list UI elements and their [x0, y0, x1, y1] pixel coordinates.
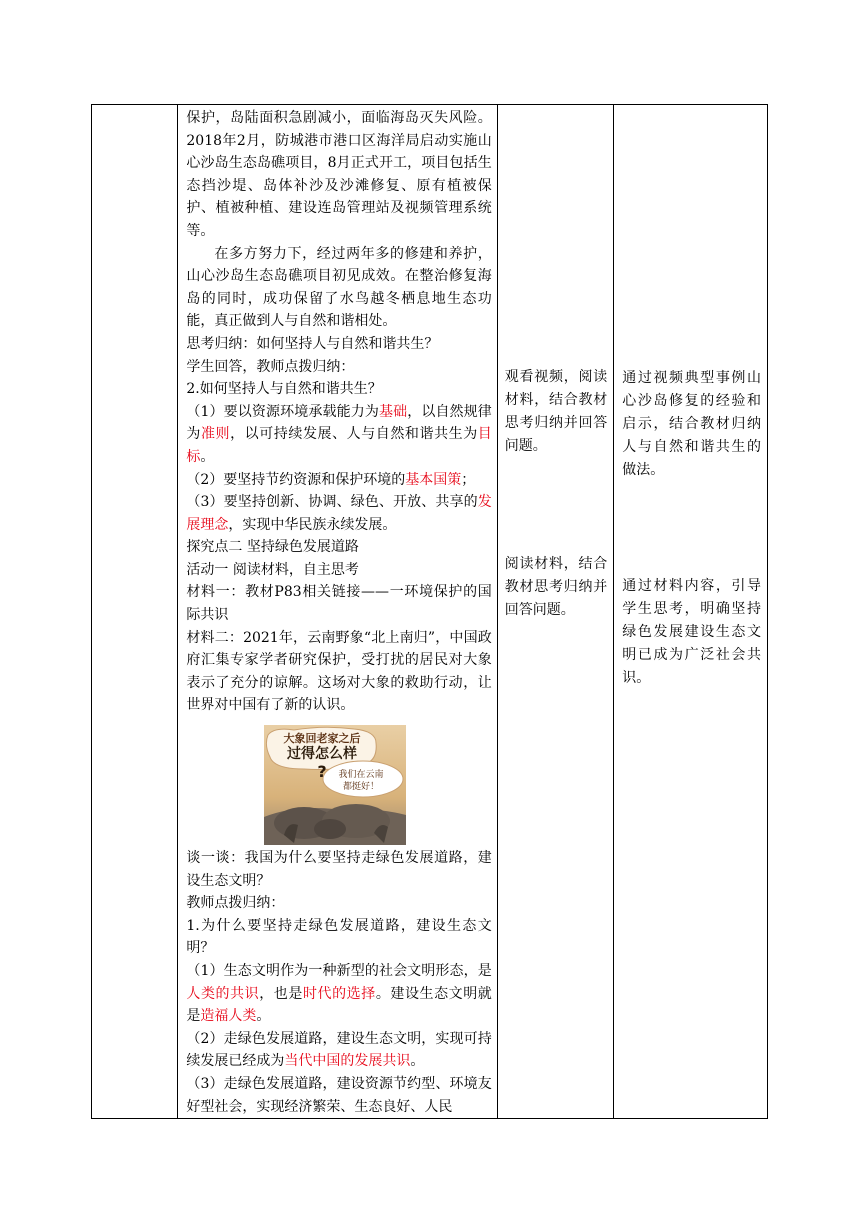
reason-1: （1）生态文明作为一种新型的社会文明形态，是人类的共识，也是时代的选择。建设生态文明就是造福人类。: [186, 963, 492, 1025]
activity-heading: 活动一 阅读材料，自主思考: [186, 561, 359, 578]
key-term: 发展理念: [186, 494, 492, 533]
key-term: 目标: [186, 426, 492, 465]
student-activity-2: 阅读材料，结合教材思考归纳并回答问题。: [504, 556, 608, 618]
reason-3: （3）走绿色发展道路，建设资源节约型、环境友好型社会，实现经济繁荣、生态良好、人民: [186, 1075, 492, 1115]
student-answer-line: 学生回答，教师点拨归纳：: [186, 358, 355, 375]
stage-cell: [92, 105, 178, 1119]
point-3: （3）要坚持创新、协调、绿色、开放、共享的发展理念，实现中华民族永续发展。: [186, 494, 492, 533]
image-caption-top: 大象回老家之后: [283, 732, 361, 746]
design-intent-2: 通过材料内容，引导学生思考，明确坚持绿色发展建设生态文明已成为广泛社会共识。: [622, 578, 761, 686]
think-summary: 思考归纳：如何坚持人与自然和谐共生？: [186, 335, 439, 352]
material-two: 材料二：2021年，云南野象“北上南归”，中国政府汇集专家学者研究保护，受打扰的居民对大象表示了充分的谅解。这场对大象的救助行动，让世界对中国有了新的认识。: [186, 629, 492, 714]
key-term: 基础: [378, 403, 408, 420]
student-activity-1: 观看视频，阅读材料，结合教材思考归纳并回答问题。: [504, 369, 608, 454]
question-green-development: 1.为什么要坚持走绿色发展道路，建设生态文明？: [186, 917, 492, 957]
key-term: 人类的共识: [186, 985, 260, 1002]
elephant-photo: [264, 725, 406, 845]
point-2: （2）要坚持节约资源和保护环境的基本国策；: [186, 471, 476, 488]
key-term: 基本国策: [405, 471, 462, 488]
key-term: 时代的选择: [302, 985, 376, 1002]
key-term: 准则: [200, 426, 231, 443]
design-intent-cell: [614, 105, 768, 1119]
design-intent-1: 通过视频典型事例山心沙岛修复的经验和启示，结合教材归纳人与自然和谐共生的做法。: [622, 370, 761, 478]
image-bubble-line1: 我们在云南: [338, 770, 384, 781]
discussion-question: 谈一谈：我国为什么要坚持走绿色发展道路，建设生态文明？: [186, 850, 492, 889]
image-caption-main: 过得怎么样: [287, 746, 358, 763]
teacher-summary-line: 教师点拨归纳：: [186, 895, 285, 912]
question-harmony: 2.如何坚持人与自然和谐共生？: [186, 381, 382, 398]
material-one: 材料一：教材P83相关链接——一环境保护的国际共识: [186, 584, 492, 624]
paragraph-island-project: 保护，岛陆面积急剧减小，面临海岛灭失风险。2018年2月，防城港市港口区海洋局启动实施山心沙岛生态岛礁项目，8月正式开工，项目包括生态挡沙堤、岛体补沙及沙滩修复、原有植被保护、植被种植、建设连岛管理站及视频管理系统等。: [186, 110, 492, 239]
teaching-content-cell: [178, 105, 497, 1119]
paragraph-results: 在多方努力下，经过两年多的修建和养护，山心沙岛生态岛礁项目初见成效。在整治修复海岛的同时，成功保留了水鸟越冬栖息地生态功能，真正做到人与自然和谐相处。: [186, 245, 492, 330]
reason-2: （2）走绿色发展道路，建设生态文明，实现可持续发展已经成为当代中国的发展共识。: [186, 1030, 492, 1070]
image-bubble-line2: 都挺好！: [343, 782, 380, 793]
point-1: （1）要以资源环境承载能力为基础，以自然规律为准则，以可持续发展、人与自然和谐共生为目标。: [186, 403, 492, 465]
svg-text:?: ?: [317, 762, 328, 782]
key-term: 当代中国的发展共识: [284, 1053, 411, 1070]
student-activity-cell: [497, 105, 614, 1119]
lesson-table: [91, 104, 768, 1119]
key-term: 造福人类: [200, 1008, 257, 1025]
table-row: [92, 105, 768, 1119]
explore-point-heading: 探究点二 坚持绿色发展道路: [186, 539, 359, 556]
